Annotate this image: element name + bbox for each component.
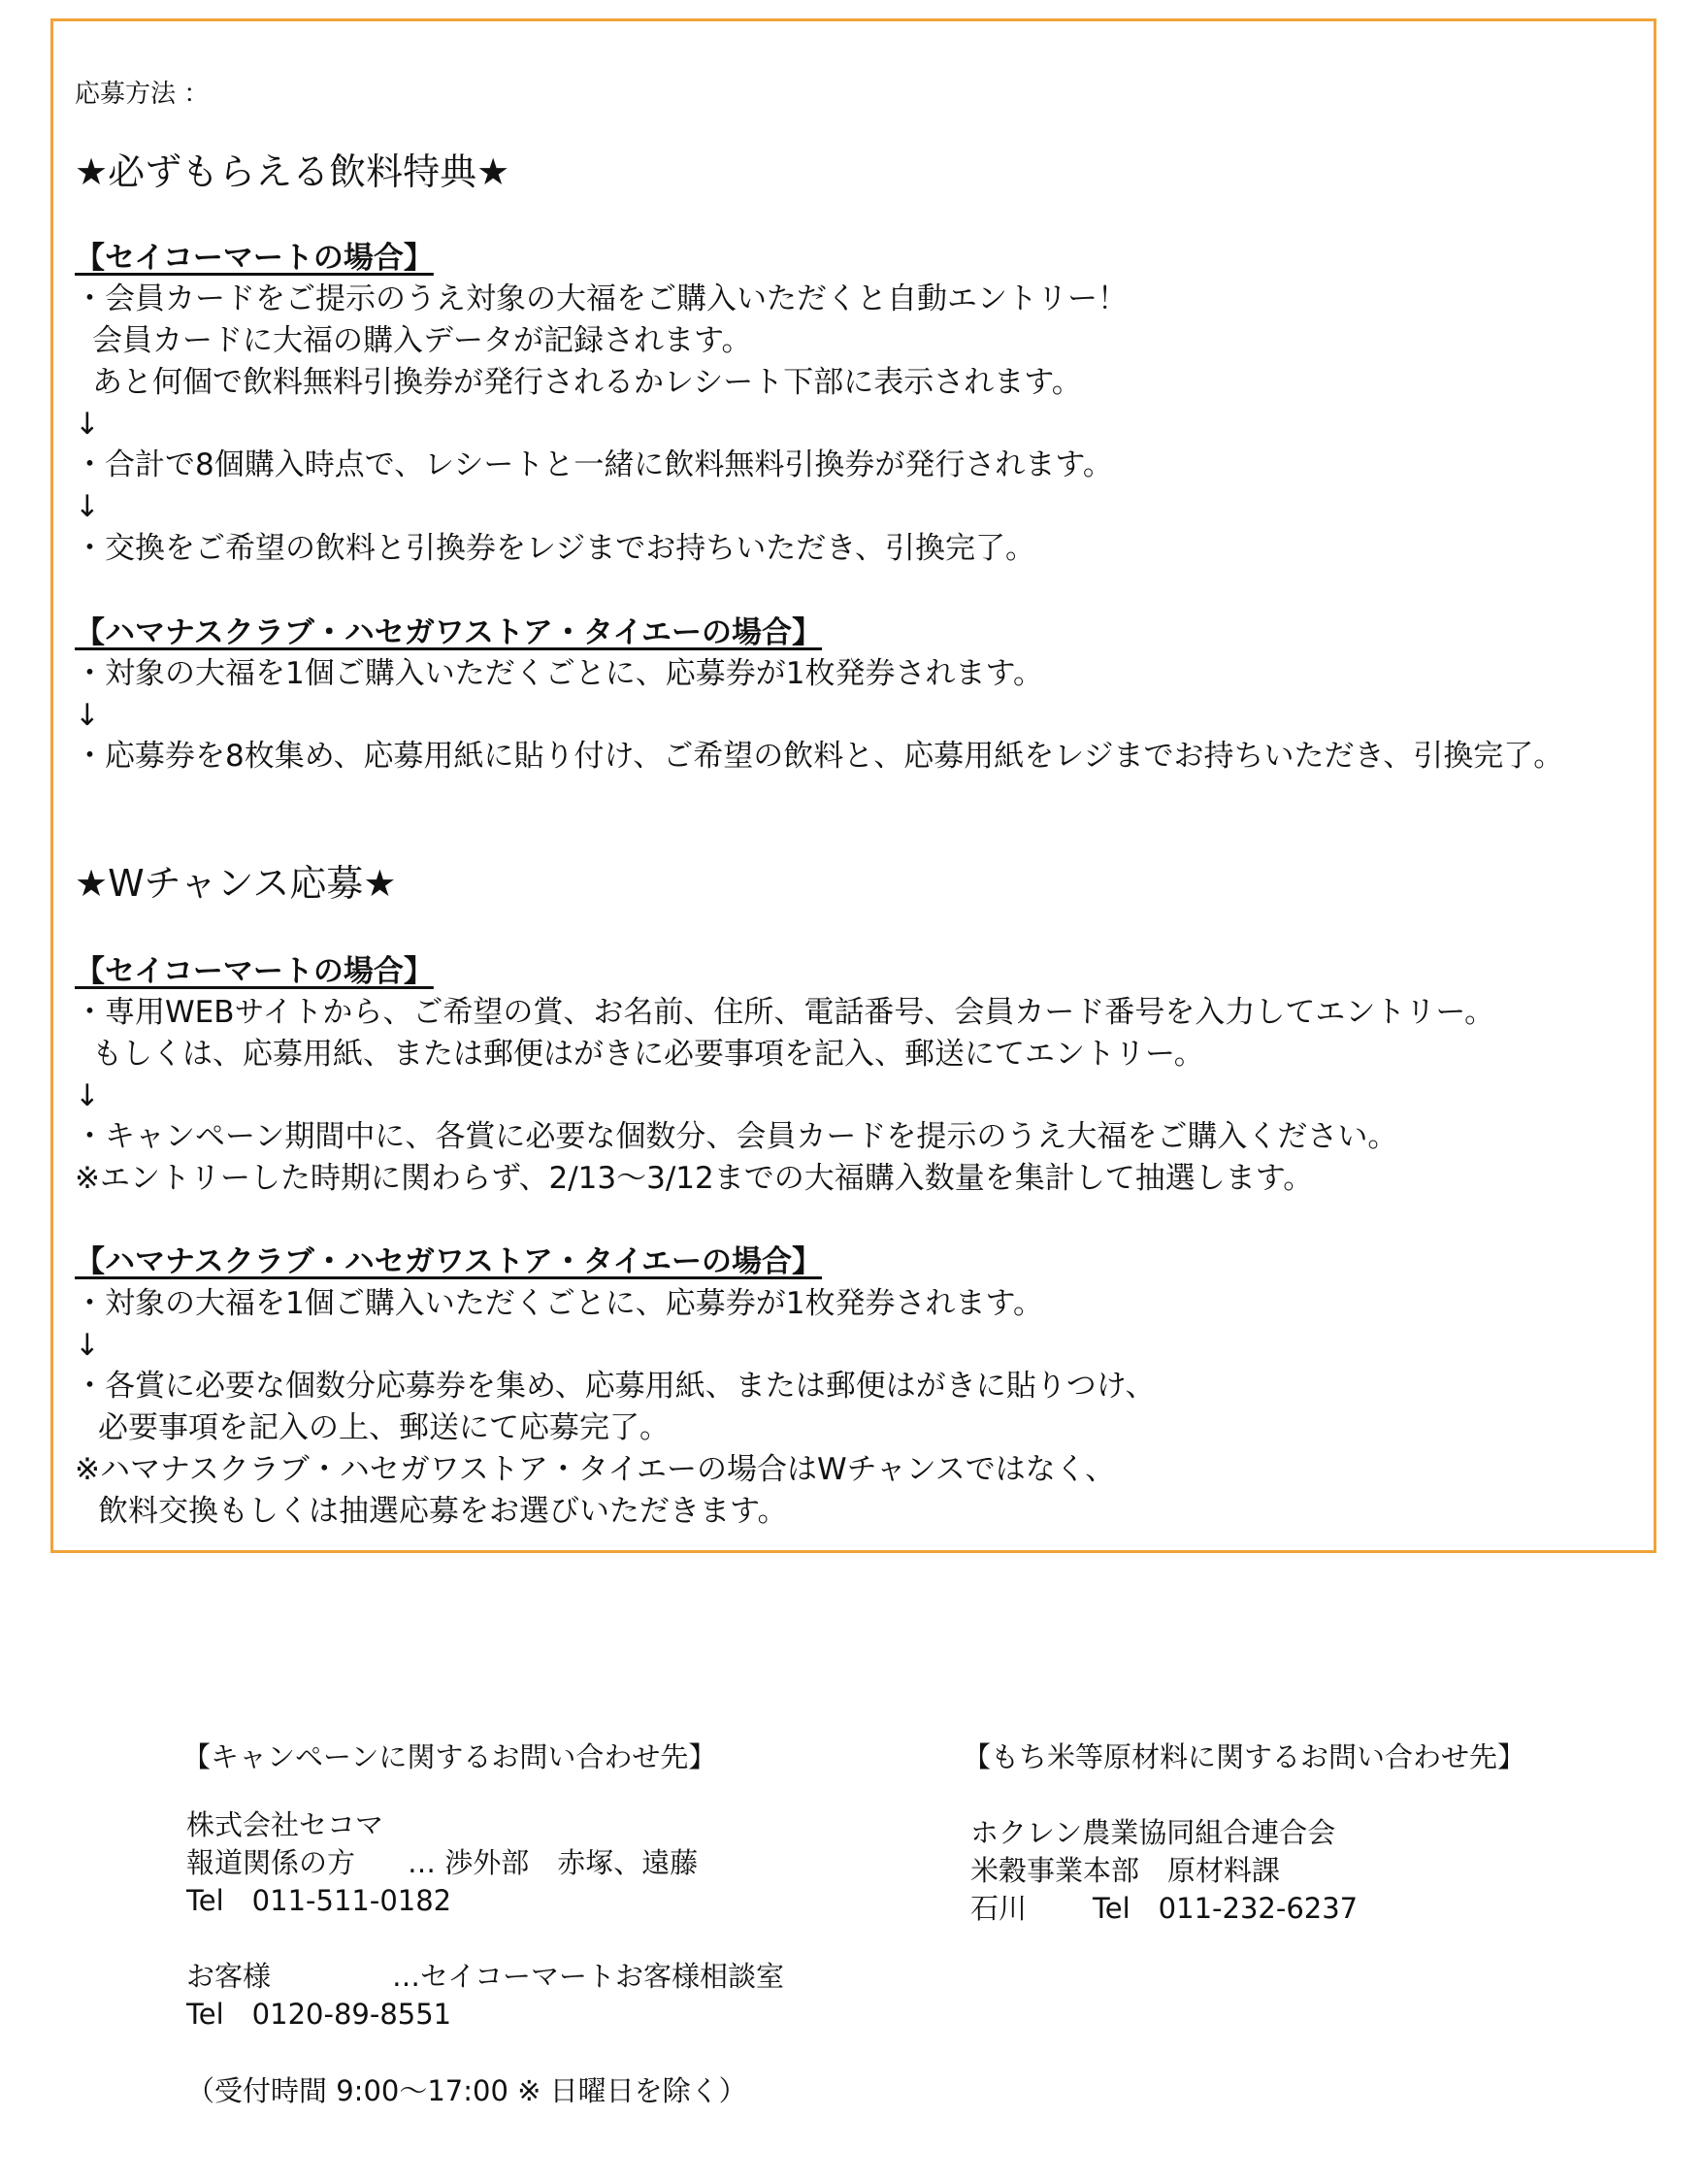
text-line: ・応募券を8枚集め、応募用紙に貼り付け、ご希望の飲料と、応募用紙をレジまでお持ちいただき、引換完了。 [75, 739, 1564, 774]
campaign-contact-heading: 【キャンペーンに関するお問い合わせ先】 [182, 1740, 717, 1773]
text-line: ※エントリーした時期に関わらず、2/13～3/12までの大福購入数量を集計して抽選します。 [75, 1161, 1314, 1196]
campaign-company: 株式会社セコマ [186, 1808, 384, 1841]
text-line: ・会員カードをご提示のうえ対象の大福をご購入いただくと自動エントリー！ [75, 281, 1128, 316]
procedure-box [50, 18, 1656, 1553]
text-line: ・専用WEBサイトから、ご希望の賞、お名前、住所、電話番号、会員カード番号を入力してエントリー。 [75, 995, 1495, 1030]
material-org: ホクレン農業協同組合連合会 [970, 1816, 1336, 1849]
press-contact-label: 報道関係の方 [186, 1846, 356, 1879]
text-line: もしくは、応募用紙、または郵便はがきに必要事項を記入、郵送にてエントリー。 [92, 1037, 1204, 1072]
text-line: 会員カードに大福の購入データが記録されます。 [92, 323, 752, 358]
text-line: ・対象の大福を1個ご購入いただくごとに、応募券が1枚発券されます。 [75, 1286, 1043, 1321]
text-line: 必要事項を記入の上、郵送にて応募完了。 [98, 1410, 670, 1445]
text-line: ・対象の大福を1個ご購入いただくごとに、応募券が1枚発券されます。 [75, 656, 1043, 691]
material-contact-heading: 【もち米等原材料に関するお問い合わせ先】 [963, 1740, 1526, 1773]
press-contact-tel: Tel 011-511-0182 [186, 1884, 452, 1917]
section-title-drink-bonus: ★必ずもらえる飲料特典★ [75, 150, 510, 193]
section-title-w-chance: ★Wチャンス応募★ [75, 862, 397, 905]
down-arrow-icon: ↓ [75, 407, 100, 442]
text-line: ・キャンペーン期間中に、各賞に必要な個数分、会員カードを提示のうえ大福をご購入ください。 [75, 1119, 1398, 1154]
heading-seicomart-2: 【セイコーマートの場合】 [75, 954, 434, 989]
material-dept: 米穀事業本部 原材料課 [970, 1854, 1281, 1887]
text-line: 飲料交換もしくは抽選応募をお選びいただきます。 [98, 1494, 788, 1529]
down-arrow-icon: ↓ [75, 698, 100, 733]
down-arrow-icon: ↓ [75, 1328, 100, 1363]
material-person: 石川 [970, 1892, 1028, 1925]
customer-contact-tel: Tel 0120-89-8551 [186, 1998, 452, 2031]
text-line: ・各賞に必要な個数分応募券を集め、応募用紙、または郵便はがきに貼りつけ、 [75, 1369, 1156, 1404]
procedure-label: 応募方法 ： [75, 80, 210, 109]
customer-contact-detail: …セイコーマートお客様相談室 [392, 1960, 784, 1993]
heading-seicomart-1: 【セイコーマートの場合】 [75, 241, 434, 276]
material-tel: Tel 011-232-6237 [1093, 1892, 1359, 1925]
text-line: あと何個で飲料無料引換券が発行されるかレシート下部に表示されます。 [92, 365, 1082, 400]
reception-hours: （受付時間 9:00～17:00 ※ 日曜日を除く） [186, 2074, 747, 2107]
press-contact-detail: … 渉外部 赤塚、遠藤 [408, 1846, 699, 1879]
heading-other-stores-1: 【ハマナスクラブ・ハセガワストア・タイエーの場合】 [75, 615, 823, 650]
text-line: ・合計で8個購入時点で、レシートと一緒に飲料無料引換券が発行されます。 [75, 447, 1113, 482]
heading-other-stores-2: 【ハマナスクラブ・ハセガワストア・タイエーの場合】 [75, 1244, 823, 1279]
down-arrow-icon: ↓ [75, 1078, 100, 1113]
down-arrow-icon: ↓ [75, 489, 100, 524]
text-line: ※ハマナスクラブ・ハセガワストア・タイエーの場合はWチャンスではなく、 [75, 1452, 1116, 1487]
customer-contact-label: お客様 [186, 1960, 272, 1993]
text-line: ・交換をご希望の飲料と引換券をレジまでお持ちいただき、引換完了。 [75, 531, 1035, 566]
